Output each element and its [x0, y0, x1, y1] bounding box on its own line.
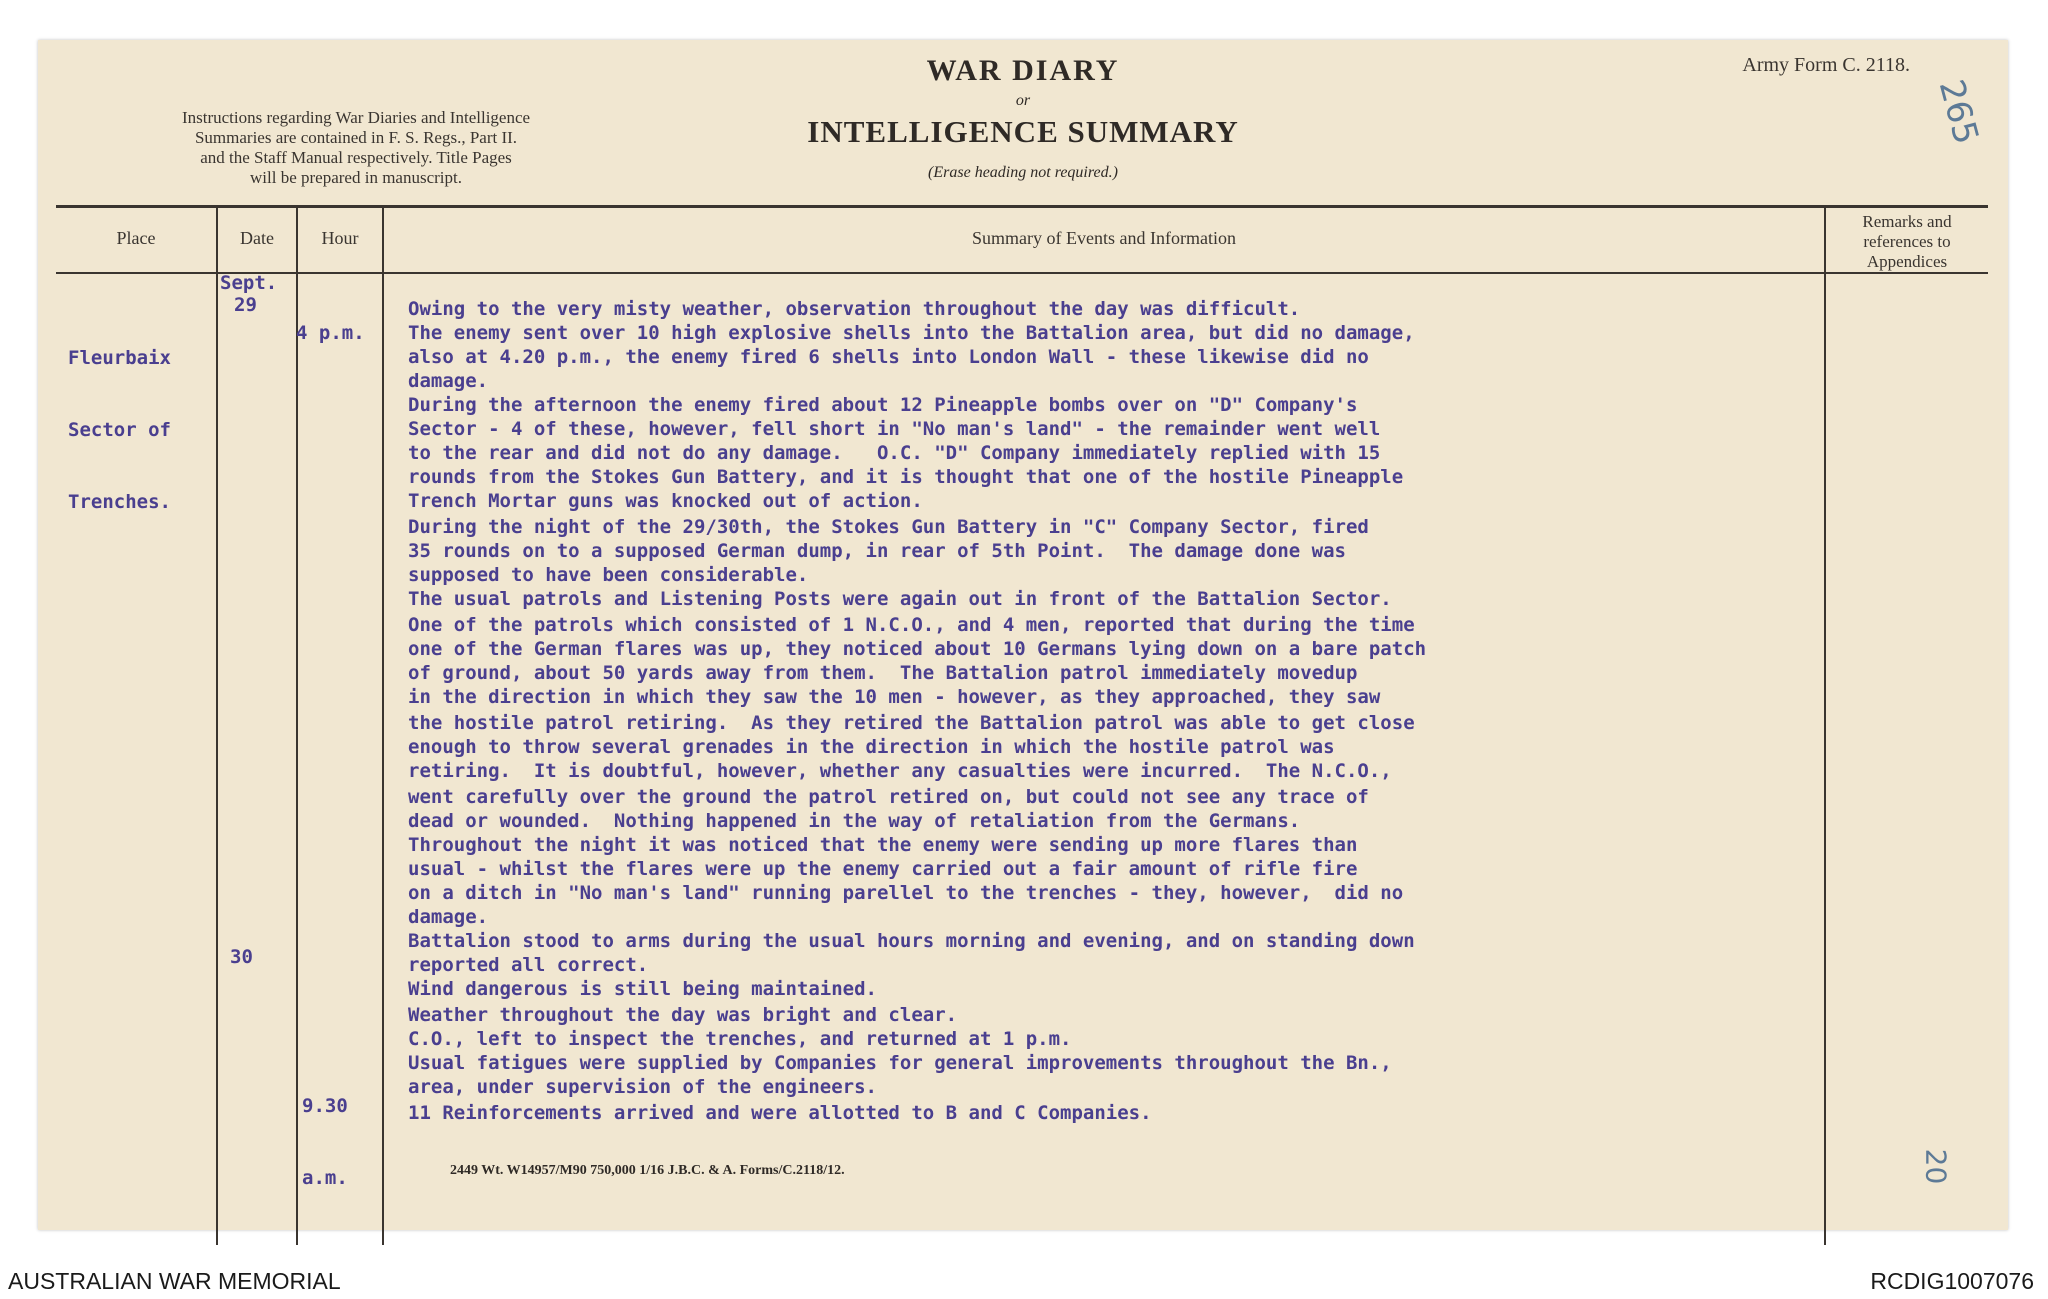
place-line: Sector of [68, 419, 171, 441]
summary-line: supposed to have been considerable. [408, 564, 809, 586]
column-divider [1824, 205, 1826, 1245]
summary-line: The enemy sent over 10 high explosive shells into the Battalion area, but did no damage, [408, 322, 1415, 344]
footer-institution: AUSTRALIAN WAR MEMORIAL [8, 1268, 341, 1294]
summary-line: reported all correct. [408, 954, 649, 976]
summary-line: 35 rounds on to a supposed German dump, in rear of 5th Point. The damage done was [408, 540, 1346, 562]
side-page-number: 20 [1919, 1148, 1953, 1185]
column-divider [296, 205, 298, 1245]
summary-line: During the night of the 29/30th, the Stokes Gun Battery in "C" Company Sector, fired [408, 516, 1369, 538]
summary-line: dead or wounded. Nothing happened in the way of retaliation from the Germans. [408, 810, 1301, 832]
column-divider [216, 205, 218, 1245]
summary-line: Wind dangerous is still being maintained. [408, 978, 877, 1000]
hour-line: a.m. [302, 1167, 348, 1189]
date-month: Sept. [220, 272, 278, 294]
summary-line: retiring. It is doubtful, however, whether any casualties were incurred. The N.C.O., [408, 760, 1392, 782]
column-header-hour: Hour [321, 228, 359, 248]
diary-page [38, 40, 2008, 1230]
column-header-date: Date [240, 228, 274, 248]
remarks-header-line: references to [1863, 232, 1951, 251]
instructions-line: Instructions regarding War Diaries and Intelligence [181, 108, 531, 127]
title-war-diary: WAR DIARY [926, 54, 1120, 87]
erase-heading-note: (Erase heading not required.) [928, 164, 1118, 181]
summary-line: one of the German flares was up, they noticed about 10 Germans lying down on a bare patch [408, 638, 1427, 660]
summary-line: damage. [408, 370, 489, 392]
summary-line: the hostile patrol retiring. As they retired the Battalion patrol was able to get close [408, 712, 1415, 734]
summary-line: Owing to the very misty weather, observation throughout the day was difficult. [408, 298, 1301, 320]
summary-line: Throughout the night it was noticed that the enemy were sending up more flares than [408, 834, 1358, 856]
summary-of-events [408, 298, 1818, 1178]
summary-line: in the direction in which they saw the 10 men - however, as they approached, they saw [408, 686, 1381, 708]
summary-line: 11 Reinforcements arrived and were allotted to B and C Companies. [408, 1102, 1152, 1124]
summary-line: The usual patrols and Listening Posts were again out in front of the Battalion Sector. [408, 588, 1392, 610]
page-number-stamp: 265 [1930, 75, 1987, 149]
title-intelligence-summary: INTELLIGENCE SUMMARY [807, 114, 1239, 149]
summary-line: During the afternoon the enemy fired about 12 Pineapple bombs over on "D" Company's [408, 394, 1358, 416]
printer-imprint: 2449 Wt. W14957/M90 750,000 1/16 J.B.C. & A. Forms/C.2118/12. [450, 1163, 845, 1178]
summary-line: to the rear and did not do any damage. O.C. "D" Company immediately replied with 15 [408, 442, 1381, 464]
hour-line: 9.30 [302, 1095, 348, 1117]
table-top-rule [56, 205, 1988, 208]
hour-930am [302, 1046, 348, 1238]
title-or: or [1015, 92, 1031, 109]
summary-line: damage. [408, 906, 489, 928]
date-30: 30 [230, 946, 253, 968]
place-line: Trenches. [68, 491, 171, 513]
summary-line: on a ditch in "No man's land" running parellel to the trenches - they, however, did no [408, 882, 1404, 904]
summary-line: Sector - 4 of these, however, fell short in "No man's land" - the remainder went well [408, 418, 1381, 440]
summary-line: One of the patrols which consisted of 1 N.C.O., and 4 men, reported that during the time [408, 614, 1415, 636]
summary-line: Trench Mortar guns was knocked out of action. [408, 490, 923, 512]
column-header-place: Place [116, 228, 156, 248]
column-header-remarks [1826, 212, 1988, 272]
summary-line: of ground, about 50 yards away from them. The Battalion patrol immediately movedup [408, 662, 1358, 684]
place-line: Fleurbaix [68, 347, 171, 369]
date-29: 29 [234, 294, 257, 316]
summary-line: enough to throw several grenades in the direction in which the hostile patrol was [408, 736, 1335, 758]
army-form-number: Army Form C. 2118. [1742, 54, 1910, 76]
summary-line: Weather throughout the day was bright and clear. [408, 1004, 958, 1026]
hour-4pm: 4 p.m. [296, 322, 365, 344]
instructions-line: will be prepared in manuscript. [250, 168, 462, 187]
footer-record-id: RCDIG1007076 [1870, 1268, 2034, 1294]
place-entry [68, 298, 171, 562]
summary-line: Usual fatigues were supplied by Companies for general improvements throughout the Bn., [408, 1052, 1392, 1074]
summary-line: also at 4.20 p.m., the enemy fired 6 shells into London Wall - these likewise did no [408, 346, 1369, 368]
summary-line: C.O., left to inspect the trenches, and returned at 1 p.m. [408, 1028, 1072, 1050]
summary-line: area, under supervision of the engineers. [408, 1076, 877, 1098]
instructions-line: Summaries are contained in F. S. Regs., Part II. [194, 128, 518, 147]
column-header-summary: Summary of Events and Information [972, 228, 1236, 248]
column-divider [382, 205, 384, 1245]
remarks-header-line: Appendices [1866, 252, 1948, 271]
remarks-header-line: Remarks and [1862, 212, 1952, 231]
summary-line: went carefully over the ground the patrol retired on, but could not see any trace of [408, 786, 1369, 808]
summary-line: rounds from the Stokes Gun Battery, and it is thought that one of the hostile Pineapple [408, 466, 1404, 488]
header-bottom-rule [56, 272, 1988, 274]
summary-line: Battalion stood to arms during the usual hours morning and evening, and on standing down [408, 930, 1415, 952]
instructions-line: and the Staff Manual respectively. Title Pages [200, 148, 512, 167]
summary-line: usual - whilst the flares were up the enemy carried out a fair amount of rifle fire [408, 858, 1358, 880]
